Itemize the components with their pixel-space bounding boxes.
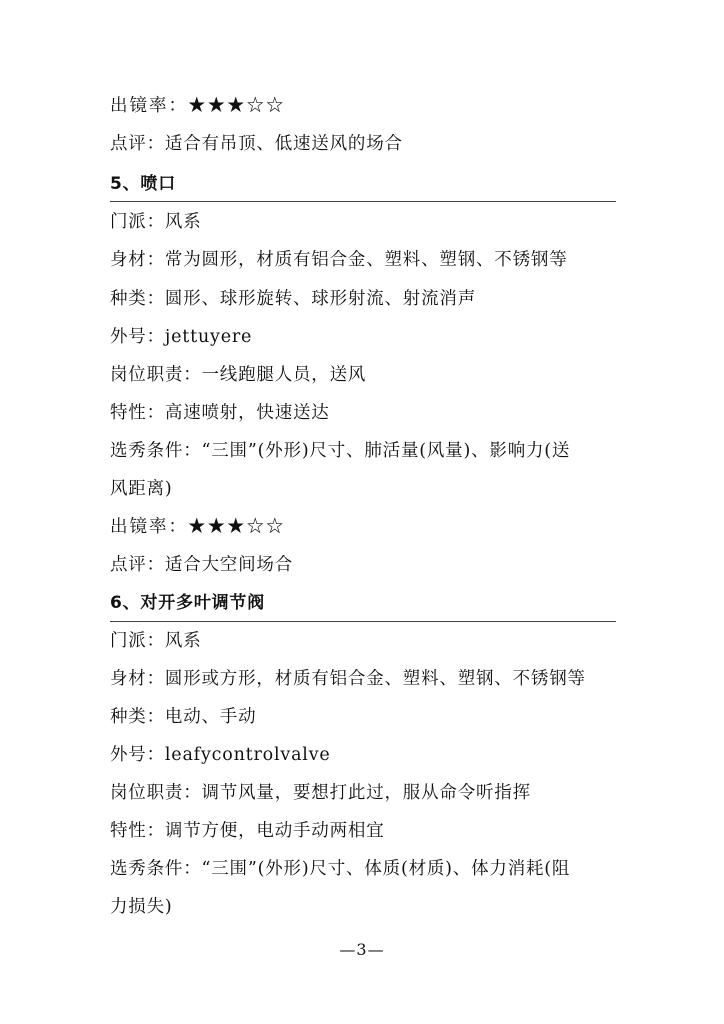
comment-line: 点评：适合大空间场合 (110, 555, 293, 575)
text-line: 选秀条件：“三围”(外形)尺寸、肺活量(风量)、影响力(送 (110, 441, 571, 461)
text-line: 身材：常为圆形，材质有铝合金、塑料、塑钢、不锈钢等 (110, 250, 568, 270)
text-line: 门派：风系 (110, 631, 202, 651)
rating-line: 出镜率：★★★☆☆ (110, 96, 286, 116)
text-line: 岗位职责：调节风量，要想打此过，服从命令听指挥 (110, 783, 531, 803)
text-line: 岗位职责：一线跑腿人员，送风 (110, 365, 367, 385)
section-divider (110, 201, 616, 202)
text-line: 种类：电动、手动 (110, 707, 257, 727)
text-line: 身材：圆形或方形，材质有铝合金、塑料、塑钢、不锈钢等 (110, 669, 586, 689)
text-line: 特性：调节方便，电动手动两相宜 (110, 821, 385, 841)
section-heading-damper: 6、对开多叶调节阀 (110, 593, 266, 613)
text-line: 力损失) (110, 897, 173, 917)
rating-line: 出镜率：★★★☆☆ (110, 517, 286, 537)
text-line: 外号：leafycontrolvalve (110, 745, 331, 765)
comment-line: 点评：适合有吊顶、低速送风的场合 (110, 134, 403, 154)
text-line: 门派：风系 (110, 212, 202, 232)
text-line: 选秀条件：“三围”(外形)尺寸、体质(材质)、体力消耗(阻 (110, 859, 571, 879)
section-heading-nozzle: 5、喷口 (110, 174, 177, 194)
page-number: —3— (339, 940, 385, 959)
section-divider (110, 621, 616, 622)
text-line: 种类：圆形、球形旋转、球形射流、射流消声 (110, 289, 476, 309)
text-line: 风距离) (110, 479, 173, 499)
text-line: 特性：高速喷射，快速送达 (110, 403, 330, 423)
text-line: 外号：jettuyere (110, 327, 253, 347)
